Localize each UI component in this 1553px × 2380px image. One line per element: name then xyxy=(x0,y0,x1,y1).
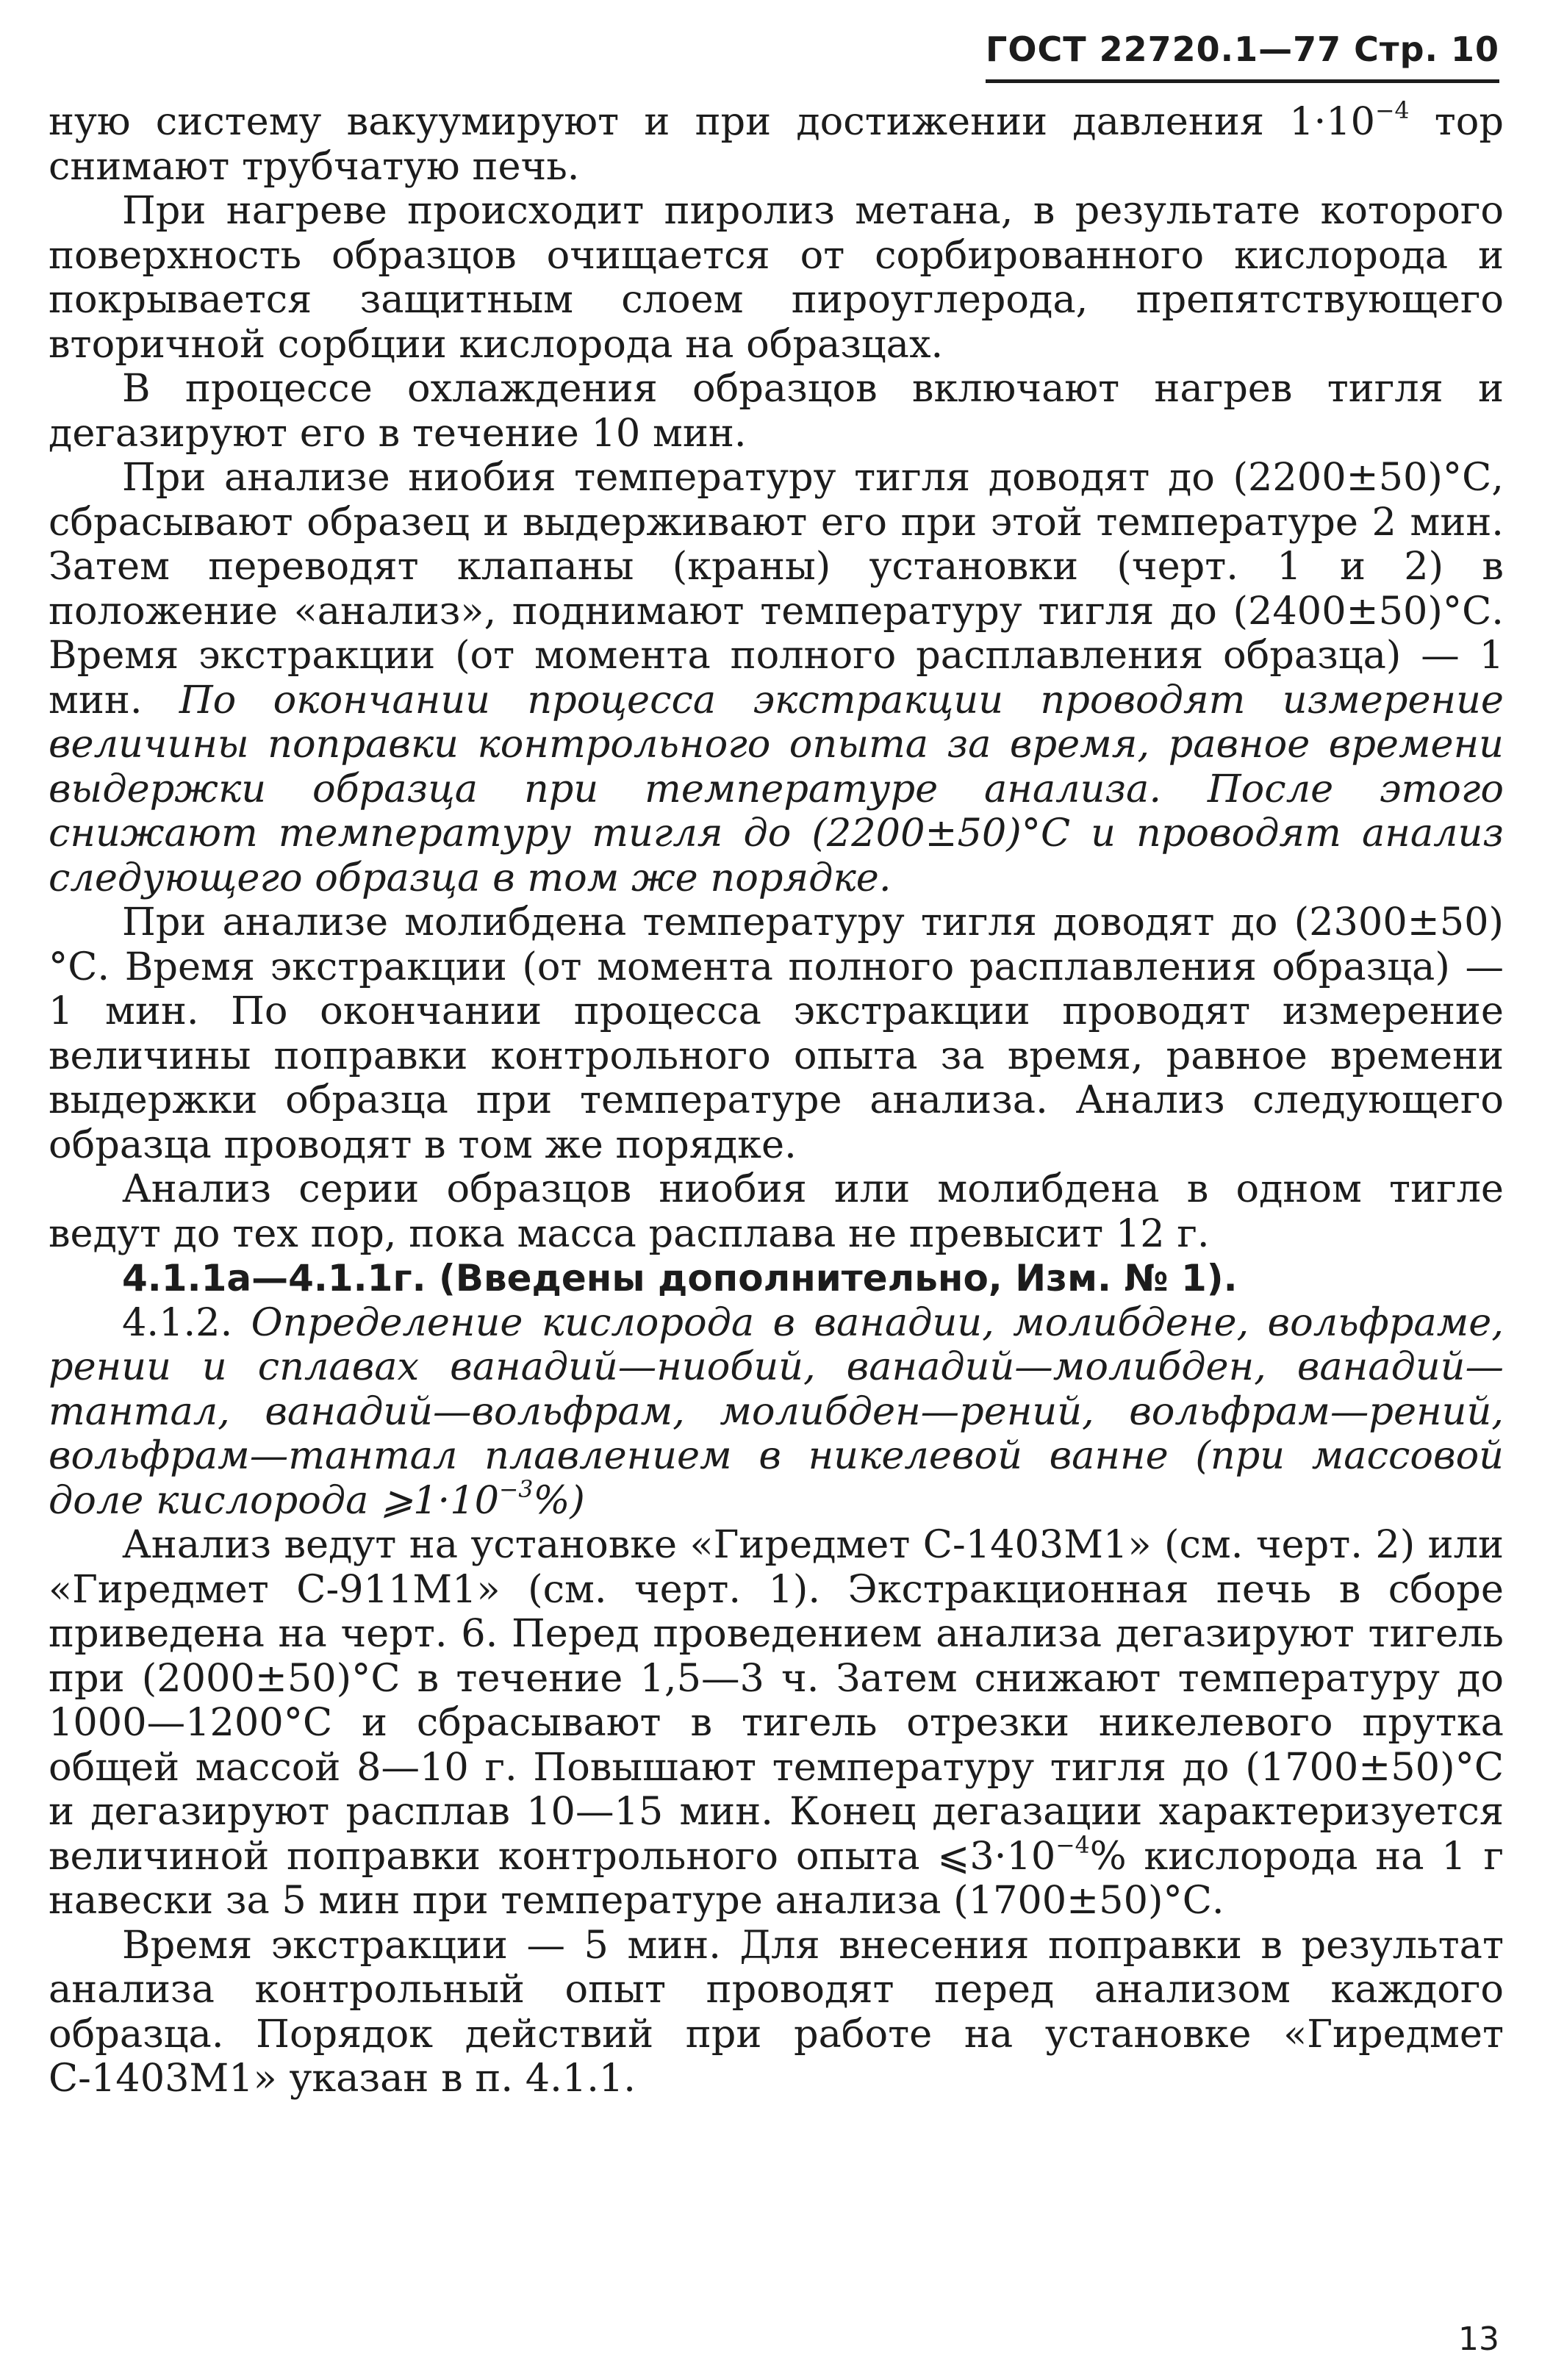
paragraph-installation-text-2: % кислорода на 1 г навески за 5 мин при температуре анализа (1700±50)°С. xyxy=(49,1833,1504,1923)
paragraph-niobium-analysis xyxy=(49,456,1504,900)
paragraph-niobium-text-1: При анализе ниобия температуру тигля доводят до (2200±50)°С, сбрасывают образец и выдерживают его при этой температуре 2 мин. Затем переводят клапаны (краны) установки (черт. 1 и 2) в положение «анализ», поднимают температуру тигля до (2400±50)°С. Время экстракции (от момента полного расплавления образца) — 1 мин. xyxy=(49,455,1504,723)
page-number: 13 xyxy=(1458,2320,1499,2358)
running-header: ГОСТ 22720.1—77 Стр. 10 xyxy=(986,29,1499,83)
paragraph-vacuum xyxy=(49,97,1504,189)
paragraph-pyrolysis: При нагреве происходит пиролиз метана, в результате которого поверхность образцов очищается от сорбированного кислорода и покрывается защитным слоем пироуглерода, препятствующего вторичной сорбции кислорода на образцах. xyxy=(49,188,1504,367)
pressure-exponent: −4 xyxy=(1375,97,1410,124)
document-page xyxy=(49,21,1504,2358)
section-title xyxy=(49,1300,1504,1523)
paragraph-section-4-1-2 xyxy=(49,1301,1504,1524)
paragraph-vacuum-text-2: тор снимают трубчатую печь. xyxy=(49,99,1504,189)
paragraph-series-analysis: Анализ серии образцов ниобия или молибдена в одном тигле ведут до тех пор, пока масса расплава не превысит 12 г. xyxy=(49,1166,1504,1256)
section-title-text-1: Определение кислорода в ванадии, молибдене, вольфраме, рении и сплавах ванадий—ниобий, ванадий—молибден, ванадий—тантал, ванадий—вольфрам, молибден—рений, вольфрам—рений, вольфрам—тантал плавлением в никелевой ванне (при массовой доле кислорода ⩾1·10 xyxy=(49,1300,1504,1523)
oxygen-exponent: −3 xyxy=(499,1476,534,1503)
paragraph-cooling: В процессе охлаждения образцов включают нагрев тигля и дегазируют его в течение 10 мин. xyxy=(49,366,1504,456)
section-title-text-2: %) xyxy=(533,1477,585,1523)
paragraph-molybdenum-analysis: При анализе молибдена температуру тигля доводят до (2300±50)°С. Время экстракции (от момента полного расплавления образца) — 1 мин. По окончании процесса экстракции проводят измерение величины поправки контрольного опыта за время, равное времени выдержки образца при температуре анализа. Анализ следующего образца проводят в том же порядке. xyxy=(49,900,1504,1167)
body-text xyxy=(49,97,1504,2101)
section-number: 4.1.2. xyxy=(122,1300,251,1345)
paragraph-amendment-note: 4.1.1а—4.1.1г. (Введены дополнительно, Изм. № 1). xyxy=(122,1257,1238,1300)
paragraph-installation-text-1: Анализ ведут на установке «Гиредмет С-1403М1» (см. черт. 2) или «Гиредмет С-911М1» (см. черт. 1). Экстракционная печь в сборе приведена на черт. 6. Перед проведением анализа дегазируют тигель при (2000±50)°С в течение 1,5—3 ч. Затем снижают температуру до 1000—1200°С и сбрасывают в тигель отрезки никелевого прутка общей массой 8—10 г. Повышают температуру тигля до (1700±50)°С и дегазируют расплав 10—15 мин. Конец дегазации характеризуется величиной поправки контрольного опыта ⩽3·10 xyxy=(49,1522,1504,1879)
blank-exponent: −4 xyxy=(1055,1832,1090,1859)
paragraph-vacuum-text-1: ную систему вакуумируют и при достижении давления 1·10 xyxy=(49,99,1376,144)
paragraph-niobium-text-2: По окончании процесса экстракции проводят измерение величины поправки контрольного опыта за время, равное времени выдержки образца при температуре анализа. После этого снижают температуру тигля до (2200±50)°С и проводят анализ следующего образца в том же порядке. xyxy=(49,677,1504,900)
paragraph-installation xyxy=(49,1523,1504,1924)
paragraph-extraction-time: Время экстракции — 5 мин. Для внесения поправки в результат анализа контрольный опыт проводят перед анализом каждого образца. Порядок действий при работе на установке «Гиредмет С-1403М1» указан в п. 4.1.1. xyxy=(49,1922,1504,2101)
